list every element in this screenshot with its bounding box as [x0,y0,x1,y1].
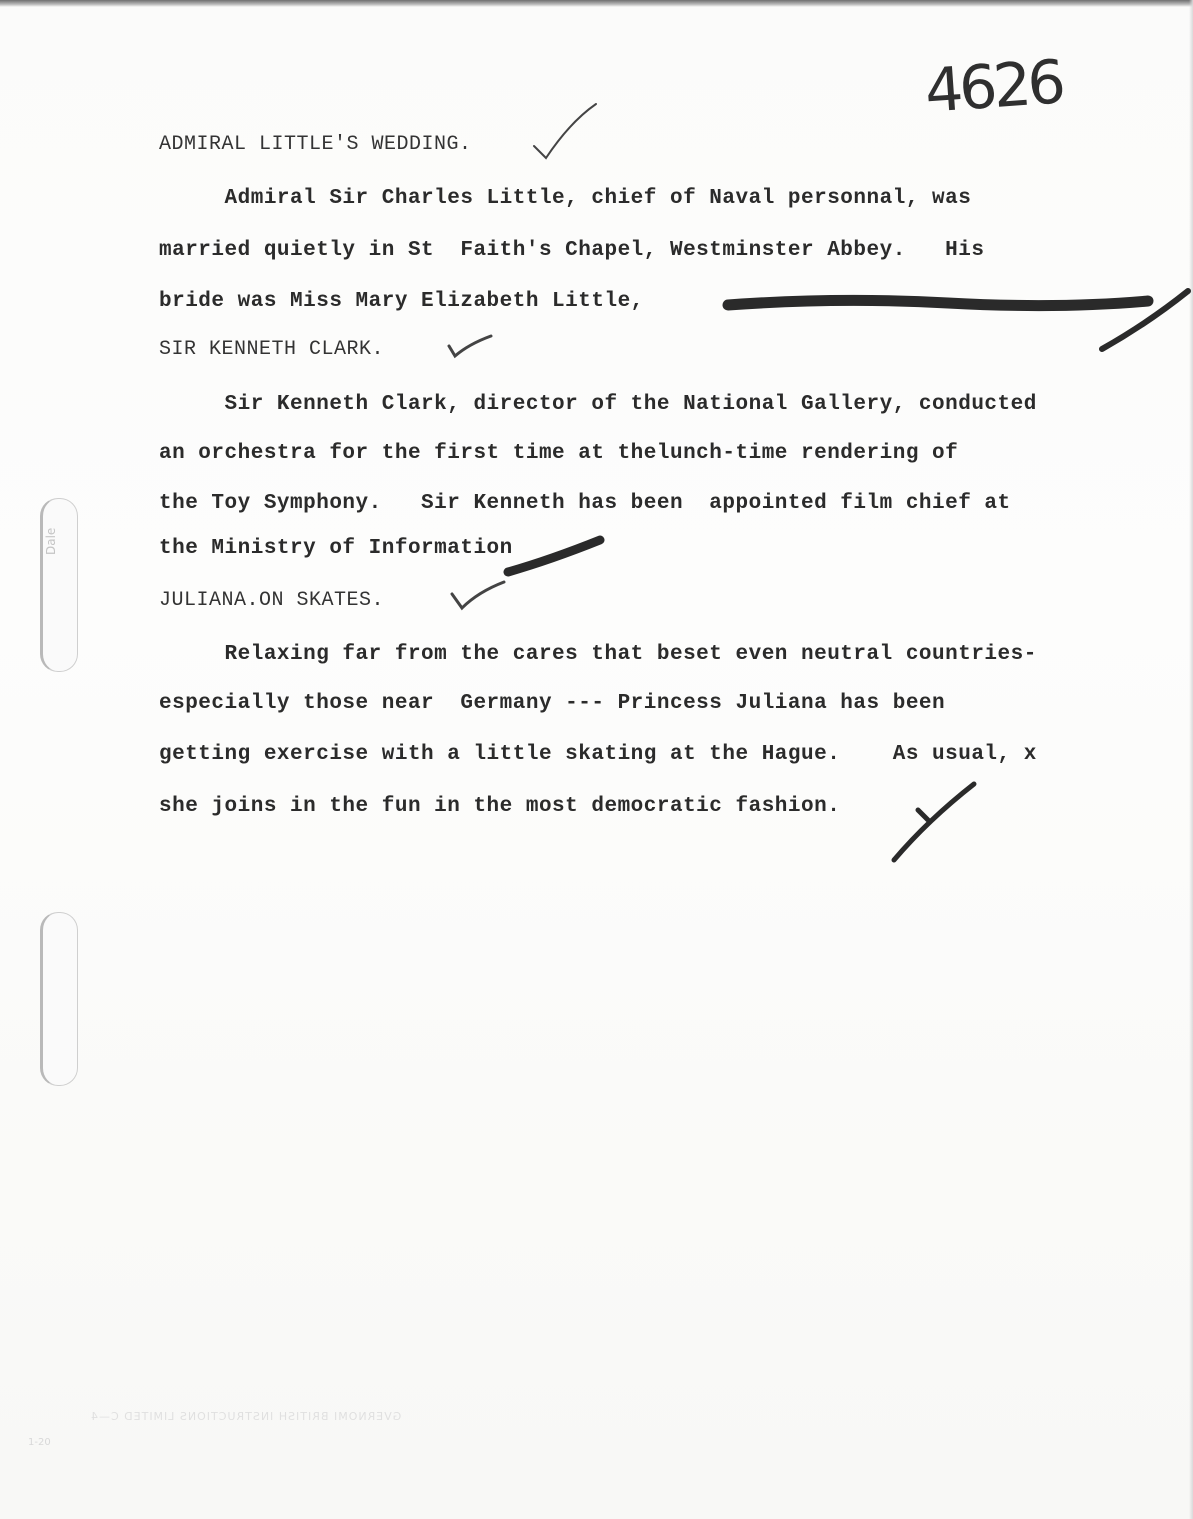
section-heading-clark: SIR KENNETH CLARK. [159,338,385,361]
section-line: an orchestra for the first time at thelunch-time rendering of [159,442,959,465]
section-line: getting exercise with a little skating at the Hague. As usual, x [159,743,1037,766]
handwritten-page-number: 4626 [922,47,1064,127]
binder-hole [40,912,78,1086]
footer-code: 1-20 [28,1437,51,1448]
section-heading-admiral: ADMIRAL LITTLE'S WEDDING. [159,133,472,156]
section-heading-juliana: JULIANA.ON SKATES. [159,589,385,612]
section-line: bride was Miss Mary Elizabeth Little, [159,290,644,313]
footer-imprint: GVERNOMI BRITISH INSTRUCTIONS LIMITED C—4 [90,1410,402,1423]
redaction-strikeout [718,283,1193,353]
checkmark-icon [530,100,600,162]
binder-hole [40,498,78,672]
section-line: married quietly in St Faith's Chapel, Westminster Abbey. His [159,239,985,262]
redaction-strikeout [500,528,610,583]
section-line: especially those near Germany --- Princess Juliana has been [159,692,946,715]
section-line: the Toy Symphony. Sir Kenneth has been appointed film chief at [159,492,1011,515]
margin-stamp: Dale [44,527,58,555]
scan-top-edge [0,0,1193,7]
section-line: Sir Kenneth Clark, director of the National Gallery, conducted [159,393,1037,416]
section-line: she joins in the fun in the most democratic fashion. [159,795,841,818]
checkmark-icon [448,578,508,614]
checkmark-icon [445,332,495,362]
section-line: Relaxing far from the cares that beset even neutral countries- [159,643,1037,666]
section-line: Admiral Sir Charles Little, chief of Naval personnal, was [159,187,972,210]
section-line: the Ministry of Information [159,537,513,560]
scan-right-edge [1189,0,1193,1519]
checkmark-icon [888,780,978,865]
